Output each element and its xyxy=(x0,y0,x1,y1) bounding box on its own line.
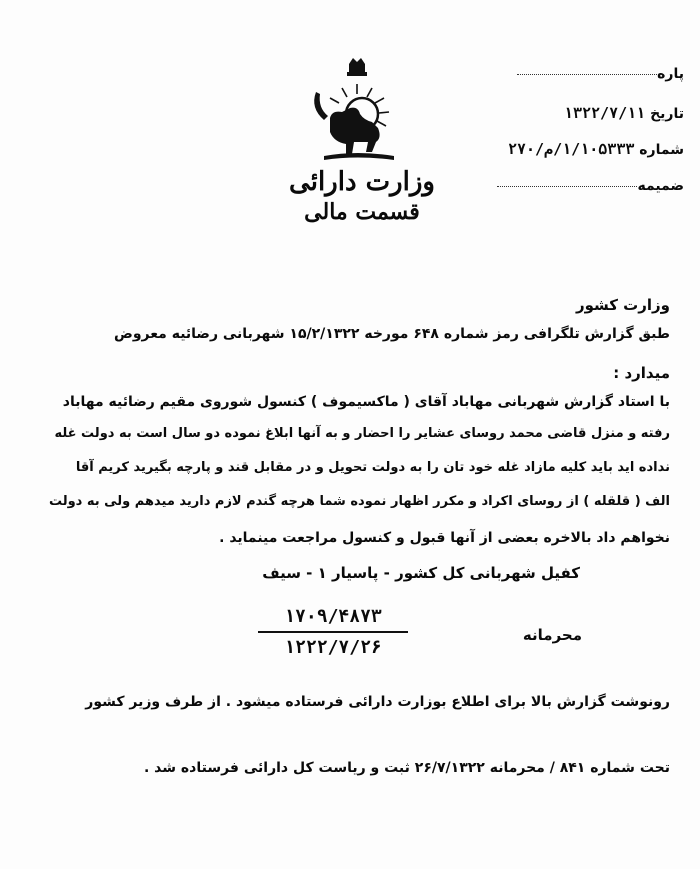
registration-fraction xyxy=(258,606,408,658)
attachment-label: ضمیمه xyxy=(637,178,684,194)
body-line: نخواهم داد بالاخره بعضی از آنها قبول و کنسول مراجعت مینماید . xyxy=(219,530,670,546)
body-line: نداده اید باید کلیه مازاد غله خود تان را به دولت تحویل و در مقابل قند و پارچه بگیرید کریم آقا xyxy=(75,460,670,475)
dotted-rule xyxy=(517,73,657,75)
recipient: وزارت کشور xyxy=(575,296,670,314)
body-line: الف ( قلقله ) از روسای اکراد و مکرر اظهار نموده شما هرچه گندم لازم دارید میدهم ولی به دولت xyxy=(48,494,670,509)
body-line: طبق گزارش تلگرافی رمز شماره ۶۴۸ مورخه ۱۵/۲/۱۳۲۲ شهربانی رضائیه معروض xyxy=(114,326,670,342)
date-value: ۱۳۲۲/۷/۱۱ xyxy=(563,104,646,122)
header-number-row xyxy=(502,140,684,158)
lion-and-sun-emblem-icon xyxy=(302,58,412,170)
body-line: میدارد : xyxy=(613,364,670,382)
pieces-label: پاره xyxy=(657,66,684,82)
ministry-letterhead xyxy=(272,166,452,226)
ministry-department: قسمت مالی xyxy=(304,199,420,225)
header-date-row xyxy=(558,104,684,122)
body-line: با استاد گزارش شهربانی مهاباد آقای ( ماکسیموف ) کنسول شوروی مقیم رضائیه مهاباد xyxy=(62,394,670,410)
fraction-bottom: ۱۲۲۲/۷/۲۶ xyxy=(284,637,382,658)
header-attachment-row xyxy=(491,178,684,194)
confidential-label: محرمانه xyxy=(522,626,582,644)
fraction-top: ۱۷۰۹/۴۸۷۳ xyxy=(284,606,382,627)
number-value: ۱/۱۰۵۳۳۳/م/۲۷۰ xyxy=(507,140,635,158)
body-line: رفته و منزل قاضی محمد روسای عشایر را احضار و به آنها ابلاغ نموده دو سال است به دولت غله xyxy=(54,426,670,441)
ministry-name: وزارت دارائی xyxy=(289,167,435,197)
header-pieces-row xyxy=(511,66,684,82)
date-label: تاریخ xyxy=(650,106,684,122)
signature-line: کفیل شهربانی کل کشور - پاسیار ۱ - سیف xyxy=(262,564,580,582)
number-label: شماره xyxy=(639,142,684,158)
fraction-bar xyxy=(258,631,408,633)
dotted-rule xyxy=(497,185,637,187)
registry-line: تحت شماره ۸۴۱ / محرمانه ۲۶/۷/۱۳۲۲ ثبت و ریاست کل دارائی فرستاده شد . xyxy=(143,760,670,776)
copy-line: رونوشت گزارش بالا برای اطلاع بوزارت دارائی فرستاده میشود . از طرف وزیر کشور xyxy=(85,694,670,710)
